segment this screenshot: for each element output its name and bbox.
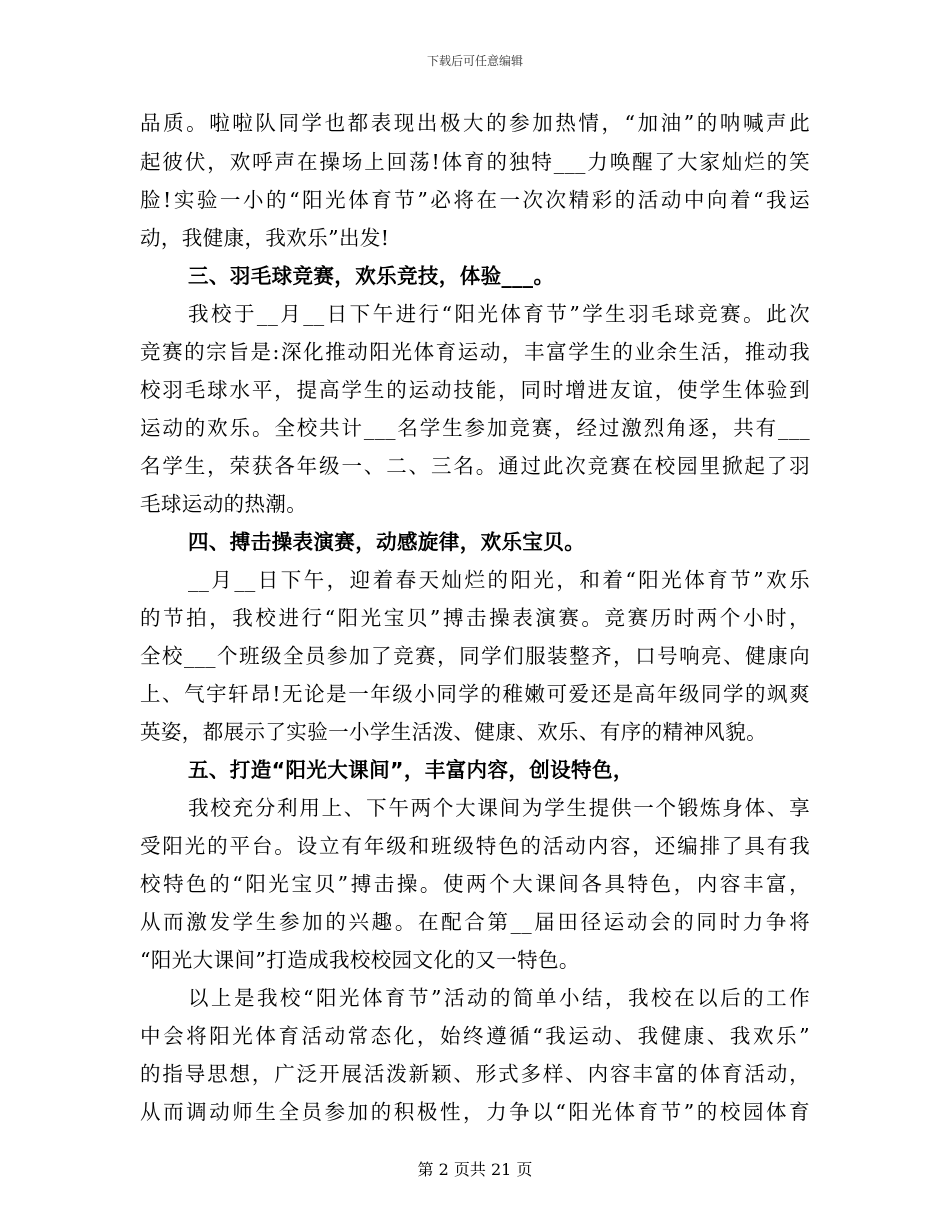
section-heading-5: 五、打造“阳光大课间”，丰富内容，创设特色， (188, 758, 634, 782)
body-line: 英姿，都展示了实验一小学生活泼、健康、欢乐、有序的精神风貌。 (140, 720, 767, 744)
body-line: “阳光大课间”打造成我校校园文化的又一特色。 (140, 948, 580, 972)
body-line: 的节拍，我校进行“阳光宝贝”搏击操表演赛。竞赛历时两个小时， (140, 606, 810, 630)
body-line: 品质。啦啦队同学也都表现出极大的参加热情，“加油”的呐喊声此 (140, 111, 810, 135)
body-line: 上、气宇轩昂!无论是一年级小同学的稚嫩可爱还是高年级同学的飒爽 (140, 682, 810, 706)
body-line: 校特色的“阳光宝贝”搏击操。使两个大课间各具特色，内容丰富， (140, 872, 810, 896)
body-line: 的指导思想，广泛开展活泼新颖、形式多样、内容丰富的体育活动， (140, 1062, 810, 1086)
body-line: 毛球运动的热潮。 (140, 492, 308, 516)
section-heading-3: 三、羽毛球竞赛，欢乐竞技，体验___。 (188, 264, 555, 288)
body-line: 全校___个班级全员参加了竞赛，同学们服装整齐，口号响亮、健康向 (140, 644, 810, 668)
body-line: 从而调动师生全员参加的积极性，力争以“阳光体育节”的校园体育 (140, 1100, 810, 1124)
body-line: 运动的欢乐。全校共计___名学生参加竞赛，经过激烈角逐，共有___ (140, 416, 810, 440)
body-line: 起彼伏，欢呼声在操场上回荡!体育的独特___力唤醒了大家灿烂的笑 (140, 150, 810, 174)
body-line: 动，我健康，我欢乐”出发! (140, 226, 390, 250)
body-line: 竞赛的宗旨是:深化推动阳光体育运动，丰富学生的业余生活，推动我 (140, 340, 810, 364)
body-line: 我校充分利用上、下午两个大课间为学生提供一个锻炼身体、享 (188, 796, 810, 820)
body-line: 我校于__月__日下午进行“阳光体育节”学生羽毛球竞赛。此次 (188, 302, 810, 326)
page-number-footer: 第 2 页共 21 页 (417, 1160, 533, 1179)
body-line: 校羽毛球水平，提高学生的运动技能，同时增进友谊，使学生体验到 (140, 378, 810, 402)
body-line: __月__日下午，迎着春天灿烂的阳光，和着“阳光体育节”欢乐 (188, 568, 810, 592)
body-line: 从而激发学生参加的兴趣。在配合第__届田径运动会的同时力争将 (140, 910, 810, 934)
section-heading-4: 四、搏击操表演赛，动感旋律，欢乐宝贝。 (188, 530, 586, 554)
body-line: 脸!实验一小的“阳光体育节”必将在一次次精彩的活动中向着“我运 (140, 188, 810, 212)
body-line: 名学生，荣获各年级一、二、三名。通过此次竞赛在校园里掀起了羽 (140, 454, 810, 478)
body-line: 受阳光的平台。设立有年级和班级特色的活动内容，还编排了具有我 (140, 834, 810, 858)
page-header: 下载后可任意编辑 (426, 54, 523, 68)
body-line: 中会将阳光体育活动常态化，始终遵循“我运动、我健康、我欢乐” (140, 1024, 810, 1048)
body-line: 以上是我校“阳光体育节”活动的简单小结，我校在以后的工作 (188, 986, 810, 1010)
